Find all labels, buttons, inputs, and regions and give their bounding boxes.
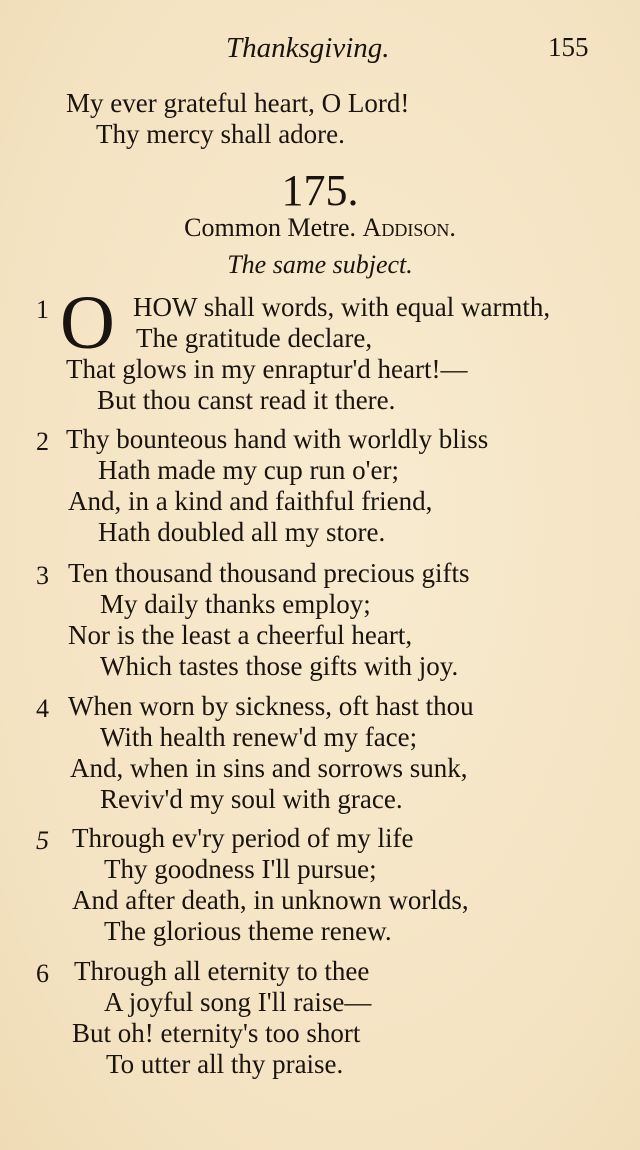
stanza-line: And after death, in unknown worlds,	[72, 885, 469, 915]
stanza-line: My daily thanks employ;	[100, 589, 371, 619]
stanza-line: Through all eternity to thee	[74, 956, 370, 986]
carryover-line-1: My ever grateful heart, O Lord!	[66, 88, 410, 118]
stanza-line: Through ev'ry period of my life	[72, 823, 414, 853]
stanza-line: When worn by sickness, oft hast thou	[68, 691, 474, 721]
hymn-subject: The same subject.	[227, 250, 413, 279]
stanza-line: HOW shall words, with equal warmth,	[133, 292, 551, 322]
stanza-line: Which tastes those gifts with joy.	[100, 651, 459, 681]
running-head: Thanksgiving.	[226, 32, 390, 64]
stanza-number: 5	[36, 826, 49, 855]
hymn-number: 175.	[281, 166, 359, 215]
stanza-line: With health renew'd my face;	[100, 722, 418, 752]
page-number: 155	[548, 32, 589, 62]
stanza-number: 1	[36, 295, 49, 324]
stanza-number: 3	[36, 561, 49, 590]
stanza-line: But thou canst read it there.	[97, 385, 396, 415]
stanza-line: But oh! eternity's too short	[72, 1018, 361, 1048]
stanza-line: And, in a kind and faithful friend,	[68, 486, 433, 516]
stanza-line: Hath made my cup run o'er;	[98, 455, 400, 485]
carryover-line-2: Thy mercy shall adore.	[96, 119, 345, 149]
stanza-line: The gratitude declare,	[136, 323, 373, 353]
stanza-number: 4	[36, 694, 49, 723]
stanza-line: Ten thousand thousand precious gifts	[68, 558, 470, 588]
stanza-line: And, when in sins and sorrows sunk,	[70, 753, 468, 783]
hymn-metre-line	[0, 213, 640, 243]
stanza-line: That glows in my enraptur'd heart!—	[66, 354, 468, 384]
stanza-line: The glorious theme renew.	[104, 916, 392, 946]
stanza-line: To utter all thy praise.	[106, 1049, 344, 1079]
stanza-line: Hath doubled all my store.	[98, 517, 386, 547]
stanza-line: A joyful song I'll raise—	[104, 987, 372, 1017]
stanza-line: Nor is the least a cheerful heart,	[68, 620, 413, 650]
stanza-line: Reviv'd my soul with grace.	[100, 784, 403, 814]
hymn-author: Addison.	[362, 213, 456, 242]
stanza-line: Thy bounteous hand with worldly bliss	[66, 424, 489, 454]
stanza-number: 6	[36, 959, 49, 988]
stanza-number: 2	[36, 427, 49, 456]
stanza-line: Thy goodness I'll pursue;	[104, 854, 377, 884]
hymn-metre: Common Metre.	[184, 213, 357, 242]
drop-cap: O	[60, 281, 115, 365]
